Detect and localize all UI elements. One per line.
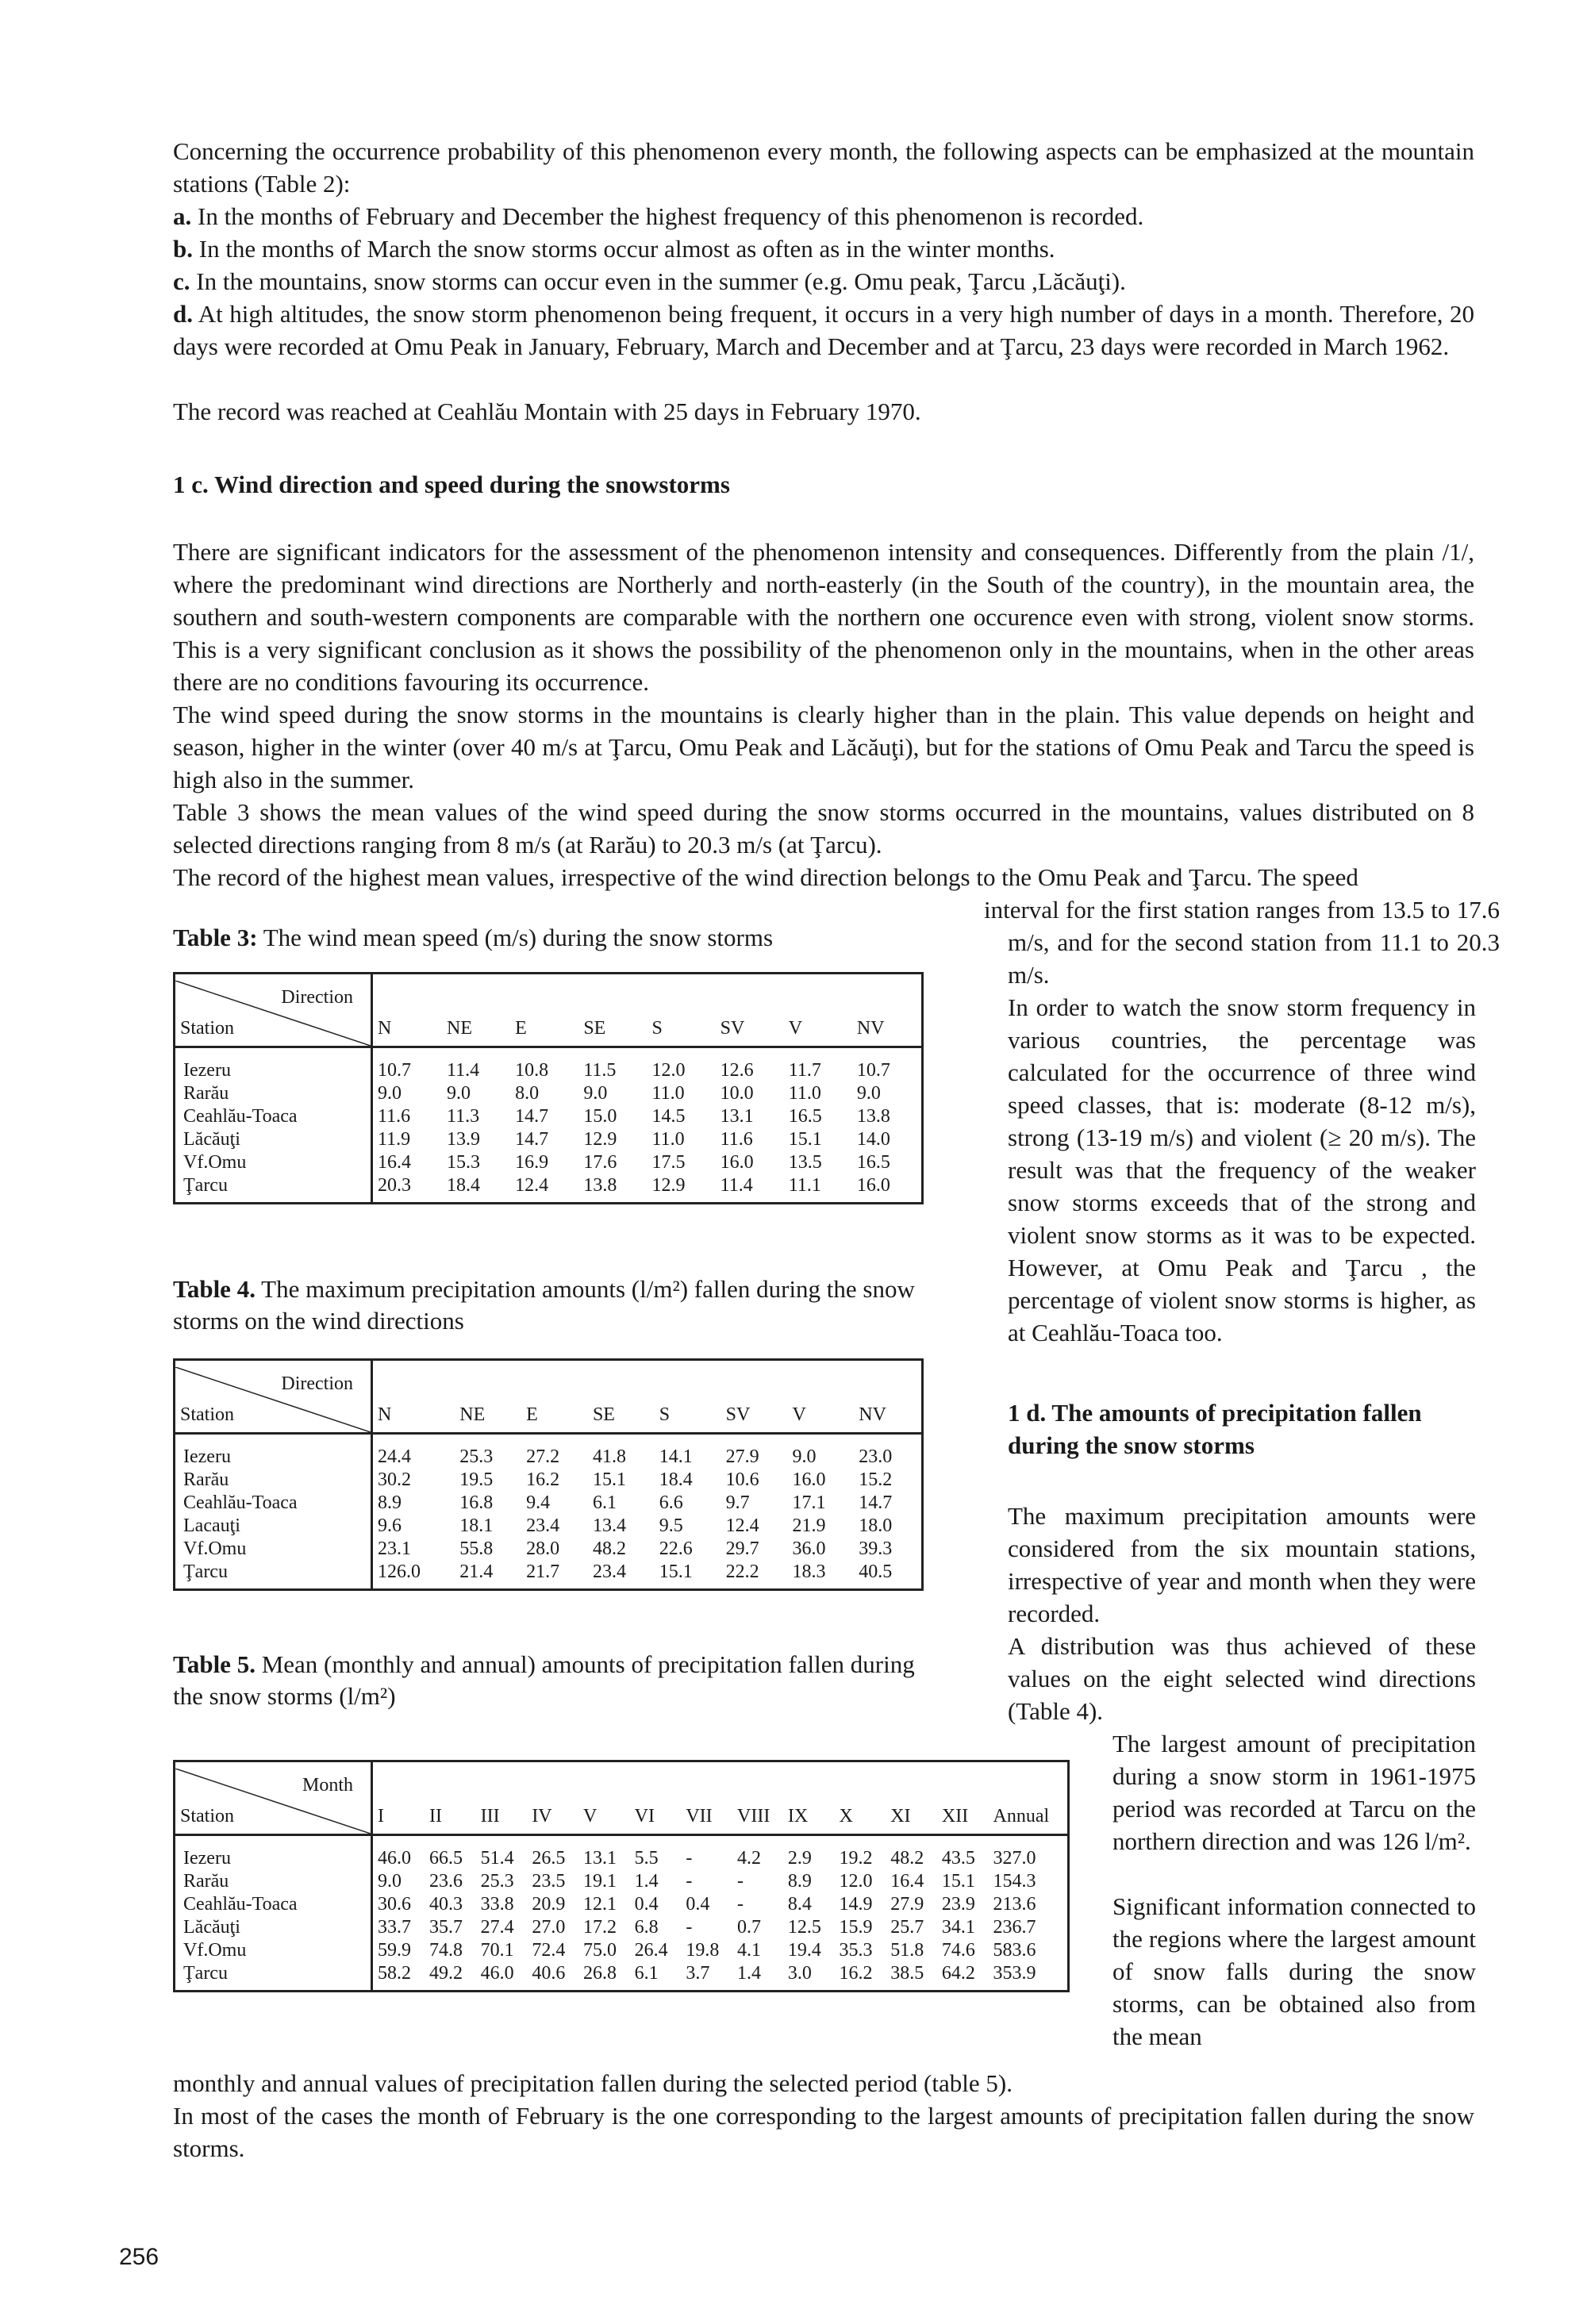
column-header: IX (783, 1761, 835, 1835)
value-cell: 51.8 (890, 1940, 924, 1961)
column-header: SV (716, 974, 784, 1047)
value-cell: 24.4 (378, 1446, 411, 1467)
value-cell: 11.6 (720, 1129, 753, 1150)
value-cell: 11.5 (583, 1060, 617, 1081)
value-cell: 58.2 (378, 1963, 411, 1984)
value-cell: 23.4 (592, 1561, 626, 1582)
value-cell: 11.0 (788, 1083, 821, 1104)
table3-wind-speed (173, 972, 924, 1204)
value-cell: 49.2 (428, 1963, 463, 1984)
value-cell: 17.5 (651, 1152, 686, 1173)
value-cell: 9.0 (792, 1446, 817, 1467)
record-paragraph: The record was reached at Ceahlău Montain with 25 days in February 1970. (173, 398, 921, 425)
table5-mean-precipitation (173, 1760, 1070, 1992)
section-1c-paragraph-1: There are significant indicators for the assessment of the phenomenon intensity and consequences. Differently from the plain /1/, where the predominant wind directions are Northerly and north-easterly (in the South of the country), in the mountain area, the southern and south-western components are comparable with the northern one occurence even with strong, violent snow storms. This is a very significant conclusion as it shows the possibility of the phenomenon only in the mountains, when in the other areas there are no conditions favouring its occurrence. (173, 538, 1474, 696)
table3-caption (173, 922, 887, 954)
value-cell: 74.8 (428, 1940, 463, 1961)
caption-text: The wind mean speed (m/s) during the snow storms (263, 924, 774, 951)
value-cell: 64.2 (941, 1963, 975, 1984)
column-header: SE (588, 1360, 655, 1434)
value-cell: 12.9 (651, 1175, 686, 1196)
table-row (175, 1105, 923, 1128)
list-text: In the mountains, snow storms can occur even in the summer (e.g. Omu peak, Ţarcu ,Lăcăuţi). (196, 267, 1126, 295)
value-cell: 23.6 (428, 1871, 463, 1892)
value-cell: 59.9 (378, 1940, 411, 1961)
value-cell: 11.4 (447, 1060, 480, 1081)
section-1d-paragraph-1: The maximum precipitation amounts were considered from the six mountain stations, irrespective of year and month when they were recorded. (1008, 1502, 1476, 1627)
value-cell: 13.8 (583, 1175, 617, 1196)
value-cell: 41.8 (592, 1446, 626, 1467)
station-name-cell: Ceahlău-Toaca (175, 1893, 372, 1916)
value-cell: - (737, 1894, 744, 1915)
value-cell: 4.2 (737, 1848, 761, 1869)
value-cell: 19.4 (787, 1940, 821, 1961)
corner-label-direction: Direction (281, 987, 353, 1008)
value-cell: 26.8 (582, 1963, 617, 1984)
list-text: At high altitudes, the snow storm phenomenon being frequent, it occurs in a very high number of days in a month. Therefore, 20 days were recorded at Omu Peak in January, February, March and December and at Ţarcu, 23 days were recorded in March 1962. (173, 300, 1474, 360)
value-cell: - (737, 1871, 744, 1892)
value-cell: 39.3 (859, 1538, 893, 1559)
station-name-cell: Vf.Omu (175, 1538, 372, 1561)
intro-paragraph: Concerning the occurrence probability of this phenomenon every month, the following aspects can be emphasized at the mountain stations (Table 2): (173, 137, 1474, 198)
value-cell: 33.8 (480, 1894, 514, 1915)
value-cell: 236.7 (993, 1917, 1036, 1938)
value-cell: - (686, 1871, 693, 1892)
station-name-cell: Lăcăuţi (175, 1128, 372, 1151)
value-cell: 14.7 (515, 1129, 549, 1150)
list-marker: a. (173, 202, 192, 230)
value-cell: 12.9 (583, 1129, 617, 1150)
table-row (175, 1047, 923, 1083)
value-cell: 16.2 (526, 1469, 560, 1490)
value-cell: 16.2 (839, 1963, 873, 1984)
value-cell: 15.1 (788, 1129, 822, 1150)
value-cell: 0.7 (737, 1917, 761, 1938)
value-cell: 15.3 (447, 1152, 481, 1173)
list-text: In the months of March the snow storms occur almost as often as in the winter months. (198, 235, 1055, 263)
value-cell: 1.4 (634, 1871, 659, 1892)
column-header: E (521, 1360, 588, 1434)
column-header: SV (721, 1360, 788, 1434)
value-cell: 66.5 (428, 1848, 463, 1869)
value-cell: 70.1 (480, 1940, 514, 1961)
list-marker: c. (173, 267, 190, 295)
value-cell: 12.4 (515, 1175, 549, 1196)
list-text: In the months of February and December the highest frequency of this phenomenon is recorded. (198, 202, 1144, 230)
column-header: N (372, 974, 443, 1047)
value-cell: 55.8 (459, 1538, 494, 1559)
page-number: 256 (119, 2244, 159, 2270)
station-name-cell: Lăcăuţi (175, 1916, 372, 1939)
value-cell: 9.0 (447, 1083, 471, 1104)
value-cell: 22.2 (725, 1561, 759, 1582)
value-cell: 19.8 (686, 1940, 720, 1961)
value-cell: 48.2 (890, 1848, 924, 1869)
value-cell: 25.3 (480, 1871, 514, 1892)
value-cell: 12.0 (651, 1060, 686, 1081)
value-cell: 9.4 (526, 1492, 551, 1513)
value-cell: 16.5 (788, 1106, 822, 1127)
value-cell: 25.7 (890, 1917, 924, 1938)
value-cell: 9.7 (725, 1492, 750, 1513)
caption-text: The maximum precipitation amounts (l/m²) fallen during the snow storms on the wind directions (173, 1275, 915, 1335)
value-cell: 13.1 (582, 1848, 617, 1869)
value-cell: 327.0 (993, 1848, 1036, 1869)
right-column-paragraph-1: interval for the first station ranges from 13.5 to 17.6 m/s, and for the second station from 11.1 to 20.3 m/s. (984, 896, 1500, 989)
section-1d-paragraph-4: Significant information connected to the regions where the largest amount of snow falls during the snow storms, can be obtained also from the mean (1112, 1892, 1476, 2050)
value-cell: 16.4 (378, 1152, 411, 1173)
column-header: VI (630, 1761, 682, 1835)
value-cell: 17.6 (583, 1152, 617, 1173)
section-heading-1d: 1 d. The amounts of precipitation fallen during the snow storms (1008, 1399, 1422, 1459)
value-cell: 0.4 (634, 1894, 659, 1915)
value-cell: 11.0 (651, 1129, 685, 1150)
value-cell: 11.0 (651, 1083, 685, 1104)
value-cell: 11.9 (378, 1129, 411, 1150)
value-cell: 8.9 (378, 1492, 402, 1513)
station-name-cell: Vf.Omu (175, 1151, 372, 1174)
value-cell: 27.9 (890, 1894, 924, 1915)
value-cell: 19.5 (459, 1469, 494, 1490)
section-1d-paragraph-6: In most of the cases the month of February is the one corresponding to the largest amounts of precipitation fallen during the snow storms. (173, 2102, 1474, 2162)
value-cell: 27.2 (526, 1446, 560, 1467)
list-marker: b. (173, 235, 193, 263)
value-cell: 9.0 (856, 1083, 881, 1104)
station-name-cell: Ceahlău-Toaca (175, 1492, 372, 1515)
value-cell: 21.4 (459, 1561, 494, 1582)
value-cell: 30.6 (378, 1894, 411, 1915)
value-cell: 16.0 (856, 1175, 890, 1196)
value-cell: 10.6 (725, 1469, 759, 1490)
value-cell: 9.0 (378, 1871, 402, 1892)
value-cell: 75.0 (582, 1940, 617, 1961)
list-item-c (173, 265, 1474, 298)
table-row (175, 1939, 1069, 1962)
value-cell: 5.5 (634, 1848, 659, 1869)
value-cell: 36.0 (792, 1538, 826, 1559)
column-header: V (784, 974, 852, 1047)
value-cell: 14.5 (651, 1106, 686, 1127)
value-cell: 2.9 (787, 1848, 812, 1869)
value-cell: 27.0 (532, 1917, 566, 1938)
value-cell: 10.7 (856, 1060, 890, 1081)
column-header: XII (937, 1761, 989, 1835)
value-cell: 27.4 (480, 1917, 514, 1938)
value-cell: 23.0 (859, 1446, 893, 1467)
column-header: Annual (989, 1761, 1069, 1835)
table-row (175, 1538, 923, 1561)
value-cell: 15.2 (859, 1469, 893, 1490)
value-cell: 6.6 (659, 1492, 683, 1513)
value-cell: 46.0 (480, 1963, 514, 1984)
corner-label-month: Month (302, 1775, 353, 1796)
value-cell: 13.1 (720, 1106, 754, 1127)
value-cell: 26.4 (634, 1940, 668, 1961)
value-cell: 51.4 (480, 1848, 514, 1869)
table-row (175, 1893, 1069, 1916)
value-cell: 20.9 (532, 1894, 566, 1915)
value-cell: 0.4 (686, 1894, 710, 1915)
table-row (175, 1469, 923, 1492)
value-cell: 11.6 (378, 1106, 411, 1127)
table-row (175, 1916, 1069, 1939)
value-cell: 10.8 (515, 1060, 549, 1081)
value-cell: 40.6 (532, 1963, 566, 1984)
value-cell: 14.7 (515, 1106, 549, 1127)
value-cell: - (686, 1848, 693, 1869)
value-cell: 353.9 (993, 1963, 1036, 1984)
station-name-cell: Ţarcu (175, 1962, 372, 1992)
value-cell: 23.5 (532, 1871, 566, 1892)
value-cell: 72.4 (532, 1940, 566, 1961)
list-item-d (173, 298, 1474, 363)
column-header: N (372, 1360, 455, 1434)
value-cell: 13.8 (856, 1106, 890, 1127)
value-cell: 23.1 (378, 1538, 411, 1559)
value-cell: 20.3 (378, 1175, 411, 1196)
table5-caption (173, 1649, 927, 1712)
value-cell: 16.8 (459, 1492, 494, 1513)
column-header: XI (886, 1761, 937, 1835)
value-cell: 15.9 (839, 1917, 873, 1938)
station-name-cell: Rarău (175, 1870, 372, 1893)
value-cell: 48.2 (592, 1538, 626, 1559)
value-cell: 22.6 (659, 1538, 693, 1559)
column-header: SE (578, 974, 647, 1047)
table4-caption (173, 1273, 919, 1337)
value-cell: 3.7 (686, 1963, 710, 1984)
station-name-cell: Ceahlău-Toaca (175, 1105, 372, 1128)
station-name-cell: Vf.Omu (175, 1939, 372, 1962)
column-header: III (476, 1761, 528, 1835)
value-cell: 30.2 (378, 1469, 411, 1490)
value-cell: 14.1 (659, 1446, 693, 1467)
column-header: NE (442, 974, 510, 1047)
table-corner-cell (175, 974, 372, 1047)
value-cell: 46.0 (378, 1848, 411, 1869)
section-1c-paragraph-4: The record of the highest mean values, irrespective of the wind direction belongs to the Omu Peak and Ţarcu. The speed (173, 863, 1358, 891)
column-header: I (372, 1761, 425, 1835)
table-row (175, 1835, 1069, 1871)
value-cell: 12.5 (787, 1917, 821, 1938)
value-cell: 25.3 (459, 1446, 494, 1467)
station-name-cell: Iezeru (175, 1434, 372, 1469)
column-header: VIII (732, 1761, 783, 1835)
value-cell: 11.1 (788, 1175, 821, 1196)
column-header: X (835, 1761, 886, 1835)
station-name-cell: Iezeru (175, 1047, 372, 1083)
table4-max-precipitation (173, 1358, 924, 1591)
right-column-paragraph-2: In order to watch the snow storm frequency in various countries, the percentage was calculated for the occurrence of three wind speed classes, that is: moderate (8-12 m/s), strong (13-19 m/s) and violent (≥ 20 m/s). The result was that the frequency of the weaker snow storms exceeds that of the strong and violent snow storms as it was to be expected. However, at Omu Peak and Ţarcu , the percentage of violent snow storms is higher, as at Ceahlău-Toaca too. (1008, 993, 1476, 1346)
value-cell: 8.9 (787, 1871, 812, 1892)
station-name-cell: Rarău (175, 1469, 372, 1492)
corner-label-direction: Direction (281, 1373, 353, 1394)
table-row (175, 1174, 923, 1204)
value-cell: 18.1 (459, 1515, 494, 1536)
table-header-row (175, 1360, 923, 1434)
value-cell: 18.4 (447, 1175, 481, 1196)
value-cell: - (686, 1917, 693, 1938)
value-cell: 43.5 (941, 1848, 975, 1869)
value-cell: 28.0 (526, 1538, 560, 1559)
value-cell: 13.5 (788, 1152, 822, 1173)
value-cell: 21.7 (526, 1561, 560, 1582)
value-cell: 40.3 (428, 1894, 463, 1915)
value-cell: 23.4 (526, 1515, 560, 1536)
value-cell: 4.1 (737, 1940, 761, 1961)
value-cell: 11.4 (720, 1175, 753, 1196)
value-cell: 583.6 (993, 1940, 1036, 1961)
value-cell: 12.4 (725, 1515, 759, 1536)
value-cell: 29.7 (725, 1538, 759, 1559)
value-cell: 1.4 (737, 1963, 761, 1984)
value-cell: 10.0 (720, 1083, 754, 1104)
value-cell: 12.6 (720, 1060, 754, 1081)
value-cell: 10.7 (378, 1060, 411, 1081)
station-name-cell: Lacauţi (175, 1515, 372, 1538)
value-cell: 15.1 (659, 1561, 693, 1582)
value-cell: 18.3 (792, 1561, 826, 1582)
column-header: NE (455, 1360, 521, 1434)
caption-label: Table 5. (173, 1650, 256, 1678)
value-cell: 74.6 (941, 1940, 975, 1961)
table-row (175, 1870, 1069, 1893)
caption-text: Mean (monthly and annual) amounts of precipitation fallen during the snow storms (l/m²) (173, 1650, 915, 1710)
table-header-row (175, 1761, 1069, 1835)
column-header: NV (852, 974, 923, 1047)
value-cell: 19.2 (839, 1848, 873, 1869)
corner-label-station: Station (180, 1806, 235, 1827)
value-cell: 17.2 (582, 1917, 617, 1938)
value-cell: 34.1 (941, 1917, 975, 1938)
value-cell: 23.9 (941, 1894, 975, 1915)
section-1c-paragraph-3: Table 3 shows the mean values of the wind speed during the snow storms occurred in the mountains, values distributed on 8 selected directions ranging from 8 m/s (at Rarău) to 20.3 m/s (at Ţarcu). (173, 798, 1474, 859)
value-cell: 18.0 (859, 1515, 893, 1536)
table-corner-cell (175, 1761, 372, 1835)
value-cell: 21.9 (792, 1515, 826, 1536)
corner-label-station: Station (180, 1018, 235, 1039)
value-cell: 14.7 (859, 1492, 893, 1513)
value-cell: 27.9 (725, 1446, 759, 1467)
value-cell: 14.0 (856, 1129, 890, 1150)
caption-label: Table 4. (173, 1275, 256, 1303)
section-1d-paragraph-3: The largest amount of precipitation during a snow storm in 1961-1975 period was recorded at Tarcu on the northern direction and was 126 l/m². (1112, 1730, 1476, 1855)
table-corner-cell (175, 1360, 372, 1434)
table-row (175, 1434, 923, 1469)
column-header: VII (681, 1761, 732, 1835)
column-header: E (510, 974, 578, 1047)
value-cell: 9.6 (378, 1515, 402, 1536)
table-row (175, 1082, 923, 1105)
value-cell: 16.4 (890, 1871, 924, 1892)
value-cell: 6.1 (634, 1963, 659, 1984)
station-name-cell: Ţarcu (175, 1561, 372, 1590)
value-cell: 16.9 (515, 1152, 549, 1173)
value-cell: 13.9 (447, 1129, 481, 1150)
list-marker: d. (173, 300, 193, 328)
station-name-cell: Iezeru (175, 1835, 372, 1871)
value-cell: 19.1 (582, 1871, 617, 1892)
value-cell: 35.7 (428, 1917, 463, 1938)
value-cell: 8.4 (787, 1894, 812, 1915)
value-cell: 40.5 (859, 1561, 893, 1582)
column-header: V (787, 1360, 854, 1434)
value-cell: 9.0 (583, 1083, 608, 1104)
section-1c-paragraph-2: The wind speed during the snow storms in the mountains is clearly higher than in the plain. This value depends on height and season, higher in the winter (over 40 m/s at Ţarcu, Omu Peak and Lăcăuţi), but for the stations of Omu Peak and Tarcu the speed is high also in the summer. (173, 701, 1474, 793)
station-name-cell: Ţarcu (175, 1174, 372, 1204)
table-row (175, 1962, 1069, 1992)
table-row (175, 1492, 923, 1515)
value-cell: 15.0 (583, 1106, 617, 1127)
value-cell: 11.3 (447, 1106, 480, 1127)
value-cell: 16.5 (856, 1152, 890, 1173)
table-row (175, 1561, 923, 1590)
value-cell: 18.4 (659, 1469, 693, 1490)
column-header: NV (854, 1360, 922, 1434)
corner-label-station: Station (180, 1404, 235, 1425)
value-cell: 12.1 (582, 1894, 617, 1915)
column-header: II (425, 1761, 476, 1835)
column-header: IV (527, 1761, 578, 1835)
value-cell: 33.7 (378, 1917, 411, 1938)
value-cell: 9.5 (659, 1515, 683, 1536)
value-cell: 213.6 (993, 1894, 1036, 1915)
table-header-row (175, 974, 923, 1047)
section-heading-1c: 1 c. Wind direction and speed during the snowstorms (173, 471, 730, 498)
value-cell: 38.5 (890, 1963, 924, 1984)
column-header: S (647, 974, 715, 1047)
value-cell: 6.1 (592, 1492, 617, 1513)
table-row (175, 1515, 923, 1538)
value-cell: 3.0 (787, 1963, 812, 1984)
section-1d-paragraph-5: monthly and annual values of precipitation fallen during the selected period (table 5). (173, 2069, 1013, 2097)
value-cell: 13.4 (592, 1515, 626, 1536)
list-item-b (173, 232, 1474, 265)
value-cell: 126.0 (378, 1561, 421, 1582)
value-cell: 12.0 (839, 1871, 873, 1892)
table-row (175, 1128, 923, 1151)
column-header: V (578, 1761, 630, 1835)
value-cell: 154.3 (993, 1871, 1036, 1892)
value-cell: 8.0 (515, 1083, 540, 1104)
column-header: S (655, 1360, 721, 1434)
value-cell: 9.0 (378, 1083, 402, 1104)
list-item-a (173, 200, 1474, 232)
value-cell: 26.5 (532, 1848, 566, 1869)
value-cell: 35.3 (839, 1940, 873, 1961)
value-cell: 14.9 (839, 1894, 873, 1915)
table-row (175, 1151, 923, 1174)
caption-label: Table 3: (173, 924, 258, 951)
section-1d-paragraph-2: A distribution was thus achieved of these values on the eight selected wind directions (Table 4). (1008, 1632, 1476, 1725)
value-cell: 6.8 (634, 1917, 659, 1938)
value-cell: 15.1 (941, 1871, 975, 1892)
station-name-cell: Rarău (175, 1082, 372, 1105)
value-cell: 16.0 (792, 1469, 826, 1490)
value-cell: 17.1 (792, 1492, 826, 1513)
value-cell: 16.0 (720, 1152, 754, 1173)
value-cell: 11.7 (788, 1060, 821, 1081)
value-cell: 15.1 (592, 1469, 626, 1490)
